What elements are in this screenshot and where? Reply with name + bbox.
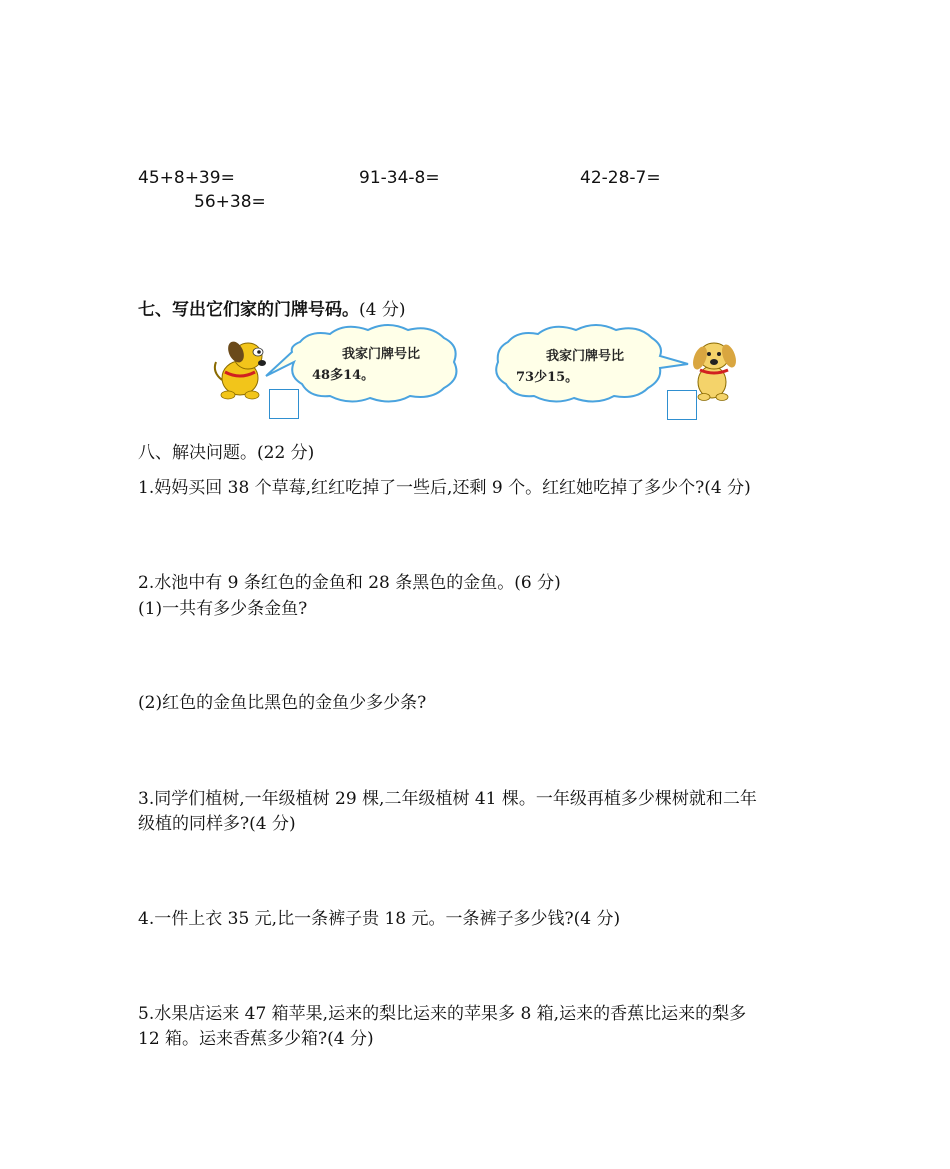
question-1 [138, 476, 751, 500]
question-2-text: 2.水池中有 9 条红色的金鱼和 28 条黑色的金鱼。 [138, 573, 515, 593]
question-5-line-2-wrap [138, 1027, 374, 1051]
question-3-score: (4 分) [249, 814, 296, 834]
left-bubble-line-2: 48多14。 [312, 368, 375, 383]
section-7-title: 七、写出它们家的门牌号码。 [138, 300, 359, 320]
section-8-heading [138, 441, 314, 465]
question-5-score: (4 分) [327, 1029, 374, 1049]
section-8-title: 八、解决问题。 [138, 443, 257, 463]
right-bubble-line-2: 73少15。 [516, 370, 579, 385]
question-2 [138, 571, 561, 595]
right-bubble-line-1: 我家门牌号比 [546, 349, 625, 364]
question-3-line-2: 级植的同样多? [138, 814, 250, 834]
right-dog-picture [690, 343, 738, 401]
question-1-score: (4 分) [704, 478, 751, 498]
question-4-score: (4 分) [573, 909, 621, 929]
question-4-text: 4.一件上衣 35 元,比一条裤子贵 18 元。一条裤子多少钱? [138, 909, 574, 929]
calc-expression-3: 42-28-7= [580, 168, 661, 188]
left-bubble-line-1: 我家门牌号比 [342, 347, 421, 362]
question-2-score: (6 分) [514, 573, 561, 593]
question-5-line-1: 5.水果店运来 47 箱苹果,运来的梨比运来的苹果多 8 箱,运来的香蕉比运来的梨多 [138, 1004, 747, 1024]
question-3-line-1: 3.同学们植树,一年级植树 29 棵,二年级植树 41 棵。一年级再植多少棵树就和二年 [138, 789, 757, 809]
question-3-line-2-wrap [138, 812, 296, 836]
question-5-line-2: 12 箱。运来香蕉多少箱? [138, 1029, 328, 1049]
left-answer-box[interactable] [269, 389, 299, 419]
door-number-illustration [0, 0, 950, 440]
calc-expression-1: 45+8+39= [138, 168, 235, 188]
calc-expression-2: 91-34-8= [359, 168, 440, 188]
question-2-part-1: (1)一共有多少条金鱼? [138, 599, 308, 619]
question-4 [138, 907, 620, 931]
right-answer-box[interactable] [667, 390, 697, 420]
left-dog-picture [215, 339, 266, 399]
calc-expression-4: 56+38= [194, 192, 266, 212]
section-7-score: (4 分) [359, 300, 406, 320]
question-1-text: 1.妈妈买回 38 个草莓,红红吃掉了一些后,还剩 9 个。红红她吃掉了多少个? [138, 478, 705, 498]
question-2-part-2: (2)红色的金鱼比黑色的金鱼少多少条? [138, 693, 427, 713]
section-8-score: (22 分) [257, 443, 315, 463]
